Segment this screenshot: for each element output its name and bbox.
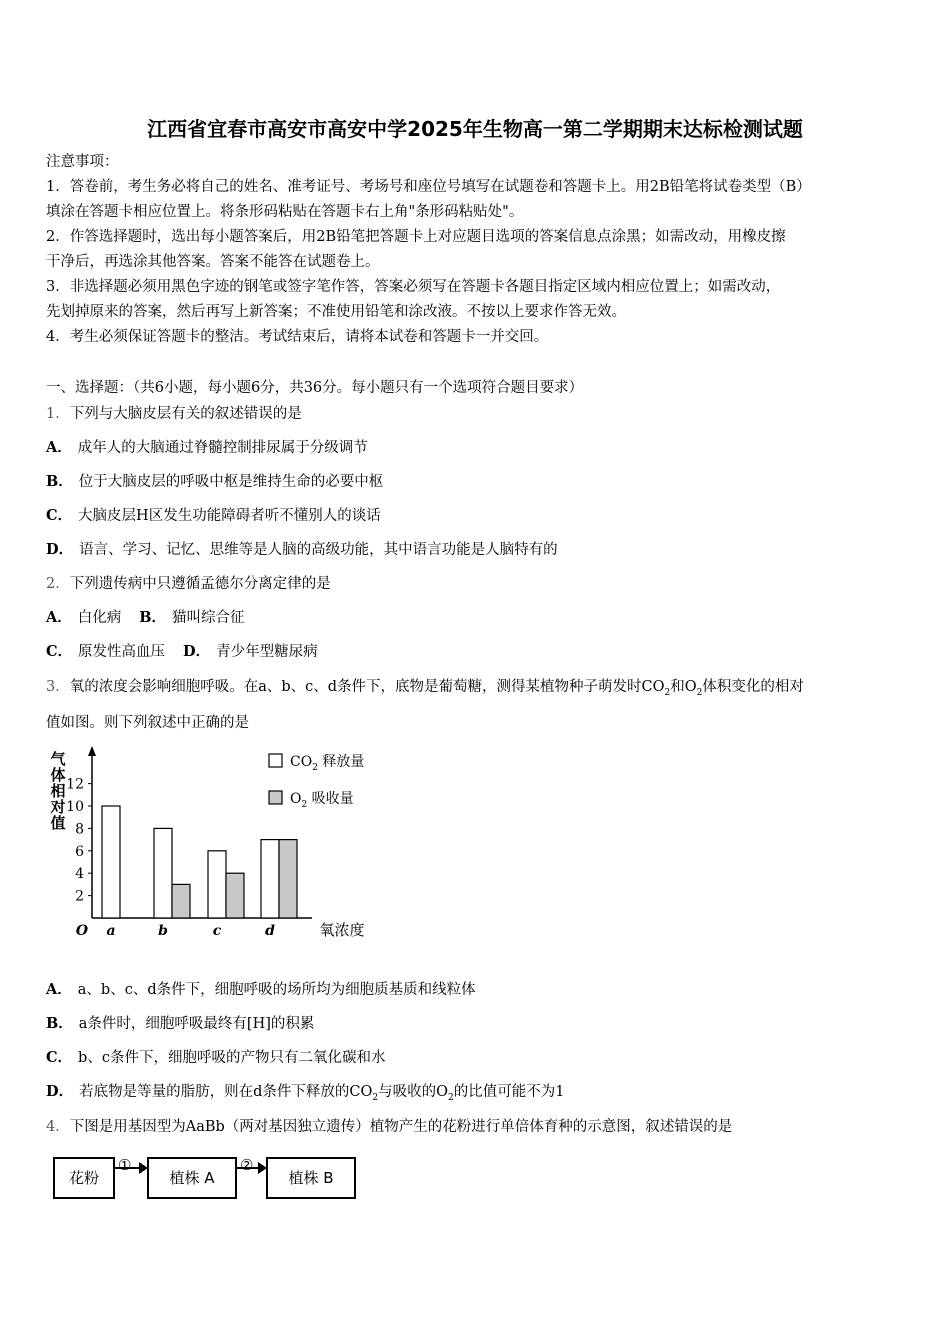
option-text: a、b、c、d条件下，细胞呼吸的场所均为细胞质基质和线粒体 [77, 982, 476, 998]
y-axis-label: 相 [50, 782, 66, 800]
option-text: 原发性高血压 [78, 644, 166, 660]
question-stem: 下列遗传病中只遵循孟德尔分离定律的是 [69, 576, 331, 592]
legend-swatch [269, 754, 282, 767]
y-axis-label: 值 [50, 814, 66, 832]
x-tick-label: a [106, 923, 116, 939]
legend-label: $CO_2$ 释放量 [290, 754, 365, 773]
option-text: 成年人的大脑通过脊髓控制排尿属于分级调节 [77, 440, 368, 456]
question-2 [46, 572, 331, 593]
subscript: 2 [664, 687, 671, 698]
q1-option-a [46, 436, 368, 457]
option-label: D． [46, 541, 74, 558]
y-tick-label: 12 [66, 776, 84, 793]
flow-box-pollen: 花粉 [53, 1157, 115, 1199]
question-3 [46, 675, 804, 698]
question-number: 2． [46, 576, 70, 592]
option-label: B． [139, 609, 167, 626]
notice-line: 干净后，再选涂其他答案。答案不能答在试题卷上。 [46, 254, 380, 270]
option-text: 大脑皮层H区发生功能障碍者听不懂别人的谈话 [78, 508, 381, 524]
option-label: A． [46, 981, 72, 998]
option-text: 若底物是等量的脂肪，则在d条件下释放的CO [79, 1084, 373, 1100]
x-axis-label: 氧浓度 [319, 921, 365, 939]
flow-box-plant-a: 植株 A [147, 1157, 237, 1199]
legend-label: $O_2$ 吸收量 [290, 791, 354, 810]
option-text: 与吸收的O [378, 1084, 448, 1100]
notice-line: 先划掉原来的答案，然后再写上新答案；不准使用铅笔和涂改液。不按以上要求作答无效。 [46, 304, 626, 320]
subscript: 2 [372, 1092, 379, 1103]
option-label: C． [46, 643, 73, 660]
section-heading: 一、选择题：（共6小题，每小题6分，共36分。每小题只有一个选项符合题目要求） [46, 380, 584, 396]
question-1 [46, 402, 302, 423]
question-number: 1． [46, 406, 70, 422]
option-label: B． [46, 1015, 73, 1032]
question-stem: 氧的浓度会影响细胞呼吸。在a、b、c、d条件下，底物是葡萄糖，测得某植物种子萌发时CO [69, 679, 665, 695]
question-stem: 和O [670, 679, 697, 695]
y-tick-label: 10 [66, 799, 84, 815]
y-tick-label: 2 [75, 888, 84, 905]
question-stem: 下图是用基因型为AaBb（两对基因独立遗传）植物产生的花粉进行单倍体育种的示意图，叙述错误的是 [69, 1119, 733, 1135]
flow-box-plant-b: 植株 B [266, 1157, 356, 1199]
question-3-line2: 值如图。则下列叙述中正确的是 [46, 715, 249, 731]
q3-option-c [46, 1046, 385, 1067]
option-text: a条件时，细胞呼吸最终有[H]的积累 [78, 1016, 315, 1032]
option-label: C． [46, 507, 73, 524]
x-tick-label: d [265, 923, 275, 939]
q2-options-cd [46, 640, 318, 661]
q1-option-b [46, 470, 383, 491]
option-label: A． [46, 439, 72, 456]
legend-swatch [269, 791, 282, 804]
y-axis-label: 气 [50, 750, 66, 768]
q2-options-ab [46, 606, 245, 627]
option-text: 的比值可能不为1 [453, 1084, 565, 1100]
subscript: 2 [696, 687, 703, 698]
y-axis-arrow [88, 746, 96, 756]
y-axis-label: 对 [50, 798, 66, 816]
y-tick-label: 4 [75, 866, 84, 883]
question-stem: 下列与大脑皮层有关的叙述错误的是 [69, 406, 302, 422]
origin-label: O [75, 923, 89, 939]
q3-option-b [46, 1012, 314, 1033]
bar-a-co2 [102, 806, 120, 918]
question-4 [46, 1115, 732, 1136]
bar-b-o2 [172, 884, 190, 918]
option-label: B． [46, 473, 73, 490]
bar-d-o2 [279, 840, 297, 918]
option-text: 位于大脑皮层的呼吸中枢是维持生命的必要中枢 [78, 474, 384, 490]
q1-option-c [46, 504, 381, 525]
option-label: C． [46, 1049, 73, 1066]
q3-option-d [46, 1080, 564, 1103]
notice-line: 填涂在答题卡相应位置上。将条形码粘贴在答题卡右上角"条形码粘贴处"。 [46, 204, 524, 220]
flow-step-1: ① [118, 1156, 132, 1174]
option-label: D． [183, 643, 211, 660]
notice-line: 1．答卷前，考生务必将自己的姓名、准考证号、考场号和座位号填写在试题卷和答题卡上。用2B铅笔将试卷类型（B） [46, 179, 811, 195]
option-label: D． [46, 1083, 74, 1100]
option-text: b、c条件下，细胞呼吸的产物只有二氧化碳和水 [78, 1050, 386, 1066]
question-number: 3． [46, 679, 70, 695]
y-tick-label: 8 [75, 821, 84, 838]
bar-c-o2 [226, 873, 244, 918]
notice-heading: 注意事项： [46, 154, 119, 170]
x-tick-label: b [158, 923, 168, 939]
flow-step-2: ② [240, 1156, 254, 1174]
question-stem: 体积变化的相对 [702, 679, 804, 695]
y-axis-label: 体 [50, 766, 66, 784]
bar-c-co2 [208, 851, 226, 918]
option-text: 猫叫综合征 [172, 610, 245, 626]
notice-line: 2．作答选择题时，选出每小题答案后，用2B铅笔把答题卡上对应题目选项的答案信息点涂黑；如需改动，用橡皮擦 [46, 229, 786, 245]
option-text: 语言、学习、记忆、思维等是人脑的高级功能，其中语言功能是人脑特有的 [79, 542, 558, 558]
q3-option-a [46, 978, 476, 999]
notice-line: 4．考生必须保证答题卡的整洁。考试结束后，请将本试卷和答题卡一并交回。 [46, 329, 549, 345]
notice-line: 3．非选择题必须用黑色字迹的钢笔或签字笔作答，答案必须写在答题卡各题目指定区域内相应位置上；如需改动， [46, 279, 781, 295]
x-tick-label: c [212, 923, 222, 939]
question-number: 4． [46, 1119, 70, 1135]
option-label: A． [46, 609, 72, 626]
option-text: 白化病 [77, 610, 122, 626]
bar-chart [40, 738, 390, 948]
page-title: 江西省宜春市高安市高安中学2025年生物高一第二学期期末达标检测试题 [147, 117, 803, 141]
subscript: 2 [447, 1092, 454, 1103]
bar-d-co2 [261, 840, 279, 918]
bar-b-co2 [154, 828, 172, 918]
y-tick-label: 6 [75, 843, 84, 860]
option-text: 青少年型糖尿病 [216, 644, 318, 660]
q1-option-d [46, 538, 558, 559]
